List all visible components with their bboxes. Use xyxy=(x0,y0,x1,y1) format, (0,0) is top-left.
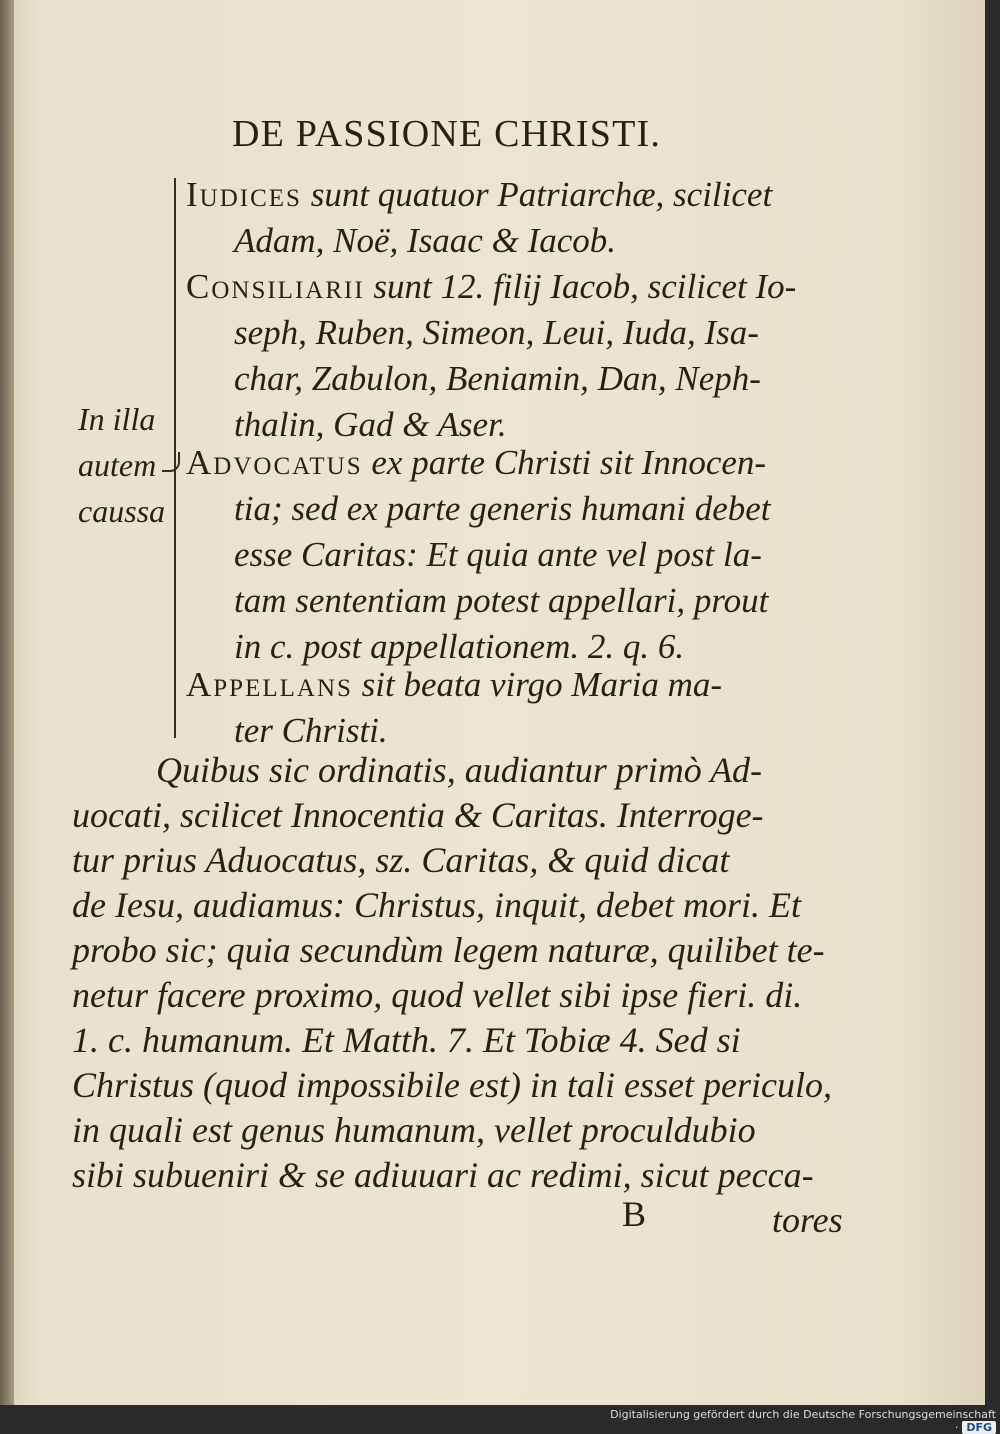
entry-text: tam sententiam potest appellari, prout xyxy=(234,581,769,620)
body-line: uocati, scilicet Innocentia & Caritas. Interroge- xyxy=(72,795,764,835)
entry-text: in c. post appellationem. 2. q. 6. xyxy=(234,627,685,666)
margin-note-line: caussa xyxy=(78,493,166,529)
entry-line xyxy=(186,440,846,486)
body-line: sibi subueniri & se adiuuari ac redimi, sicut pecca- xyxy=(72,1155,814,1195)
signature-mark: B xyxy=(622,1194,647,1234)
entry-text: sit beata virgo Maria ma- xyxy=(361,665,723,704)
body-line: in quali est genus humanum, vellet proculdubio xyxy=(72,1110,756,1150)
body-line: 1. c. humanum. Et Matth. 7. Et Tobiæ 4. Sed si xyxy=(72,1020,741,1060)
entry-head: Iudices xyxy=(186,175,302,214)
margin-note xyxy=(78,396,178,534)
page-binding-edge xyxy=(0,0,14,1405)
margin-note-line: In illa xyxy=(78,401,156,437)
entry-text: seph, Ruben, Simeon, Leui, Iuda, Isa- xyxy=(234,313,759,352)
entry-text: thalin, Gad & Aser. xyxy=(234,405,507,444)
entry-line xyxy=(186,172,846,218)
margin-note-line: autem xyxy=(78,447,157,483)
body-paragraph xyxy=(72,748,832,1198)
entry-text: sunt 12. filij Iacob, scilicet Io- xyxy=(373,267,797,306)
catchword: tores xyxy=(772,1200,843,1240)
entry-text: Adam, Noë, Isaac & Iacob. xyxy=(234,221,617,260)
body-line: Christus (quod impossibile est) in tali esset periculo, xyxy=(72,1065,832,1105)
entry-line xyxy=(186,662,846,708)
entry-head: Advocatus xyxy=(186,443,363,482)
entry-text: tia; sed ex parte generis humani debet xyxy=(234,489,771,528)
entry-consiliarii xyxy=(186,264,846,448)
body-line: probo sic; quia secundùm legem naturæ, quilibet te- xyxy=(72,930,825,970)
credit-text: Digitalisierung gefördert durch die Deutsche Forschungsgemeinschaft · xyxy=(610,1408,996,1434)
body-line: de Iesu, audiamus: Christus, inquit, debet mori. Et xyxy=(72,885,801,925)
body-line: netur facere proximo, quod vellet sibi ipse fieri. di. xyxy=(72,975,803,1015)
entry-line xyxy=(186,264,846,310)
entry-text: ter Christi. xyxy=(234,711,388,750)
entry-iudices xyxy=(186,172,846,264)
entry-advocatus xyxy=(186,440,846,670)
body-line: tur prius Aduocatus, sz. Caritas, & quid dicat xyxy=(72,840,730,880)
dfg-logo: DFG xyxy=(962,1421,996,1434)
body-line: Quibus sic ordinatis, audiantur primò Ad- xyxy=(156,750,763,790)
entry-text: esse Caritas: Et quia ante vel post la- xyxy=(234,535,762,574)
entry-head: Appellans xyxy=(186,665,353,704)
entry-appellans xyxy=(186,662,846,754)
entry-text: char, Zabulon, Beniamin, Dan, Neph- xyxy=(234,359,761,398)
entry-text: sunt quatuor Patriarchæ, scilicet xyxy=(310,175,773,214)
running-header: DE PASSIONE CHRISTI. xyxy=(232,113,662,155)
entry-text: ex parte Christi sit Innocen- xyxy=(371,443,767,482)
digitization-credit xyxy=(606,1408,996,1434)
entry-head: Consiliarii xyxy=(186,267,365,306)
